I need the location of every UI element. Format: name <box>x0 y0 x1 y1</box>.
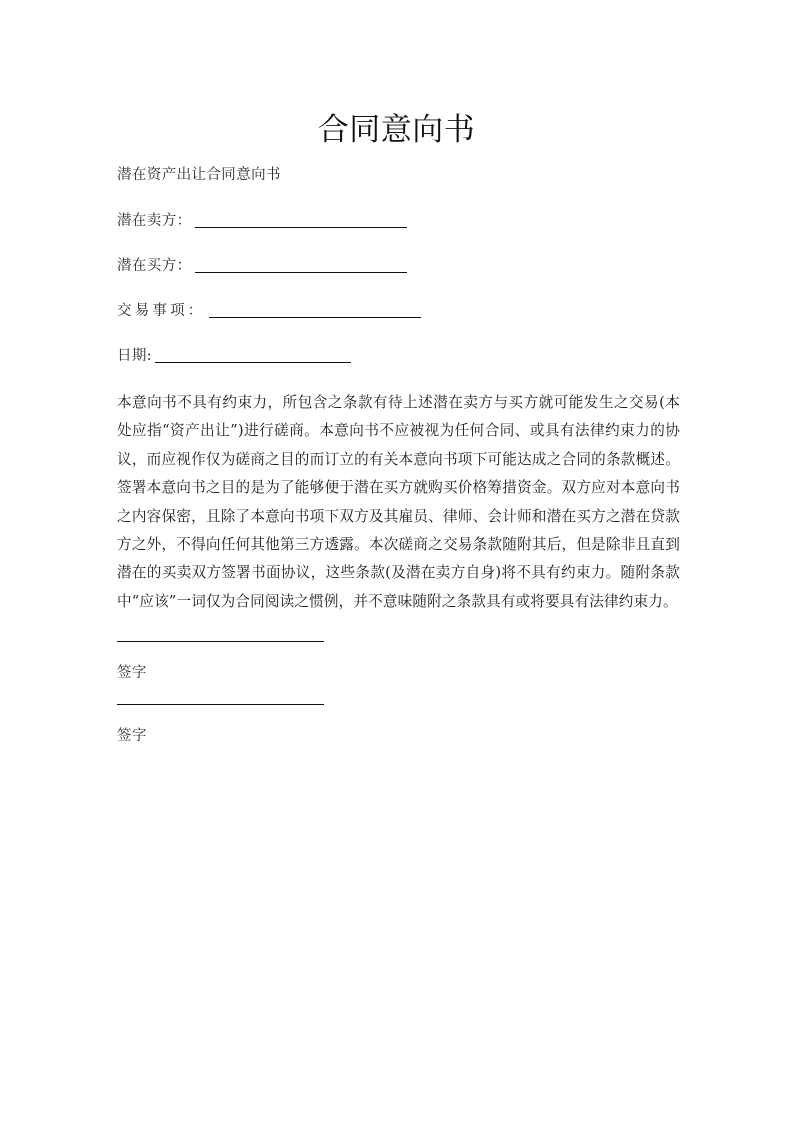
field-rule-potential-seller[interactable] <box>195 227 407 228</box>
field-row-transaction-matter <box>117 299 680 323</box>
field-label-transaction-matter: 交易事项： <box>117 303 206 319</box>
field-row-date <box>117 344 680 368</box>
field-label-potential-seller: 潜在卖方： <box>117 213 192 229</box>
signature-rule-2[interactable] <box>117 704 324 705</box>
field-row-potential-buyer <box>117 254 680 278</box>
field-rule-potential-buyer[interactable] <box>195 272 407 273</box>
field-rule-date[interactable] <box>155 362 351 363</box>
field-row-potential-seller <box>117 209 680 233</box>
field-label-date: 日期: <box>117 348 153 364</box>
document-body <box>117 163 680 767</box>
signature-label-1: 签字 <box>117 665 147 682</box>
document-subtitle: 潜在资产出让合同意向书 <box>117 167 281 183</box>
body-paragraph: 本意向书不具有约束力，所包含之条款有待上述潜在卖方与买方就可能发生之交易(本处应指“资产出让”)进行磋商。本意向书不应被视为任何合同、或具有法律约束力的协议，而应视作仅为磋商之目的而订立的有关本意向书项下可能达成之合同的条款概述。签署本意向书之目的是为了能够便于潜在买方就购买价格筹措资金。双方应对本意向书之内容保密，且除了本意向书项下双方及其雇员、律师、会计师和潜在买方之潜在贷款方之外，不得向任何其他第三方透露。本次磋商之交易条款随附其后，但是除非且直到潜在的买卖双方签署书面协议，这些条款(及潜在卖方自身)将不具有约束力。随附条款中“应该”一词仅为合同阅读之惯例，并不意味随附之条款具有或将要具有法律约束力。 <box>117 394 680 610</box>
field-label-potential-buyer: 潜在买方： <box>117 258 192 274</box>
signature-group-1 <box>117 641 680 684</box>
page-title: 合同意向书 <box>317 111 476 148</box>
field-rule-transaction-matter[interactable] <box>209 317 421 318</box>
signature-group-2 <box>117 704 680 747</box>
signature-rule-1[interactable] <box>117 641 324 642</box>
signature-label-2: 签字 <box>117 728 147 745</box>
signature-block <box>117 641 680 747</box>
